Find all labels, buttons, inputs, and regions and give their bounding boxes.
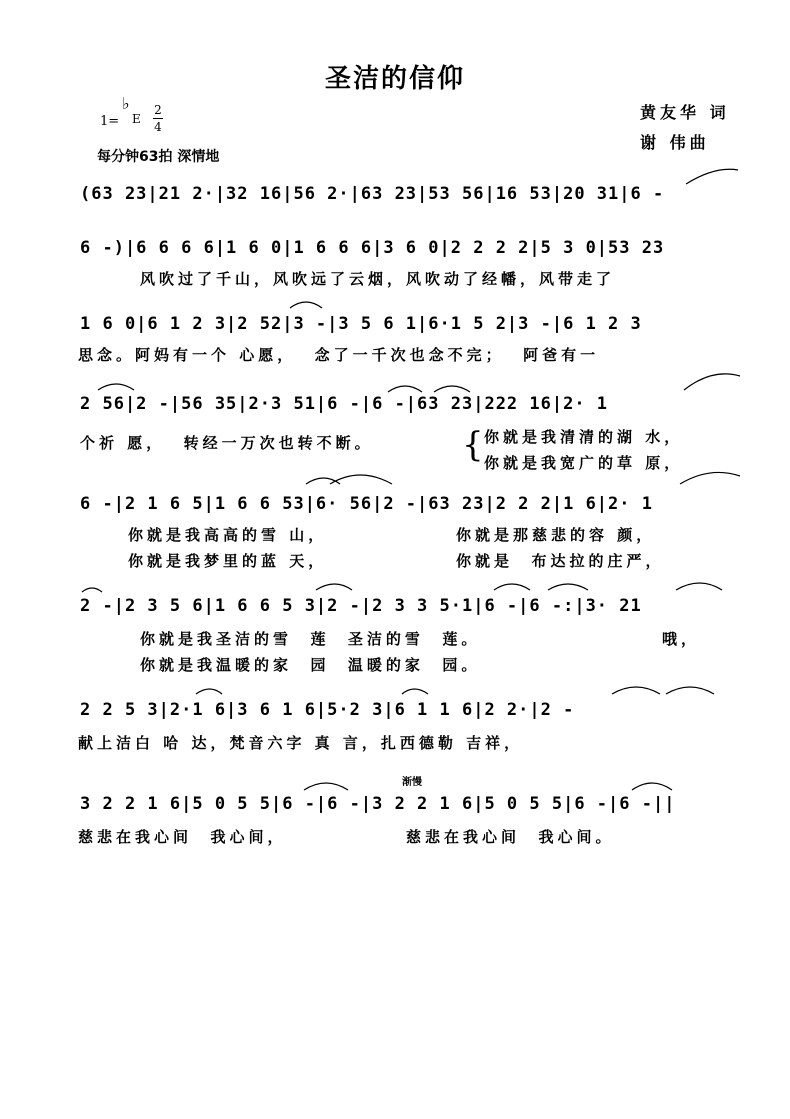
slur-arc [676, 583, 722, 590]
slur-arc [494, 584, 530, 590]
tempo-marking: 每分钟63拍 深情地 [97, 149, 220, 165]
verse-brace: { [462, 425, 484, 465]
lyric-line-2: 风吹过了千山，风吹远了云烟，风吹动了经幡，风带走了 [140, 270, 616, 288]
slur-arc [388, 386, 422, 392]
lyric-line-7: 献上洁白 哈 达，梵音六字 真 言，扎西德勒 吉祥， [78, 734, 524, 752]
notation-system-5: 6 -|2 1 6 5|1 6 6 53|6· 56|2 -|63 23|2 2 2|1 6|2· 1 [80, 494, 653, 514]
key-note: E [132, 112, 141, 126]
slur-arc [684, 374, 740, 390]
slur-arc [548, 584, 588, 590]
lyric-line-5-verse-2a: 你就是我梦里的蓝 天， [128, 552, 328, 570]
slur-arc [196, 689, 222, 694]
lyric-line-8a: 慈悲在我心间 我心间， [78, 828, 287, 846]
slur-arc [686, 169, 738, 184]
meter-top: 2 [154, 103, 162, 117]
slur-arc [666, 687, 714, 694]
notation-system-4: 2 56|2 -|56 35|2·3 51|6 -|6 -|63 23|222 16|2· 1 [80, 394, 609, 414]
slur-arc [82, 588, 102, 592]
key-prefix: 1= [100, 114, 120, 129]
lyric-line-5-verse-1a: 你就是我高高的雪 山， [128, 526, 328, 544]
lyric-line-6-oh: 哦， [662, 630, 701, 648]
notation-system-8: 3 2 2 1 6|5 0 5 5|6 -|6 -|3 2 2 1 6|5 0 5 5|6 -|6 -|| [80, 794, 676, 814]
notation-system-2: 6 -)|6 6 6 6|1 6 0|1 6 6 6|3 6 0|2 2 2 2|5 3 0|53 23 [80, 238, 665, 258]
notation-system-1: (63 23|21 2·|32 16|56 2·|63 23|53 56|16 53|20 31|6 - [80, 184, 665, 204]
lyric-line-6-verse-2: 你就是我温暖的家 园 温暖的家 园。 [140, 656, 481, 674]
notation-system-7: 2 2 5 3|2·1 6|3 6 1 6|5·2 3|6 1 1 6|2 2·|2 - [80, 700, 575, 720]
slur-arc [316, 584, 352, 590]
meter-bottom: 4 [154, 120, 162, 134]
lyric-line-4-verse-1: 你就是我清清的湖 水， [484, 428, 684, 446]
composer-credit: 谢 伟曲 [640, 133, 710, 152]
slur-arc [402, 689, 428, 694]
lyric-line-5-verse-2b: 你就是 布达拉的庄严， [456, 552, 665, 570]
lyric-line-4: 个祈 愿， 转经一万次也转不断。 [80, 434, 374, 452]
lyric-line-3: 思念。阿妈有一个 心愿， 念了一千次也念不完； 阿爸有一 [78, 346, 600, 364]
lyric-line-5-verse-1b: 你就是那慈悲的容 颜， [456, 526, 656, 544]
ritardando-marking: 渐慢 [402, 777, 422, 788]
lyric-line-6-verse-1: 你就是我圣洁的雪 莲 圣洁的雪 莲。 [140, 630, 481, 648]
notation-system-6: 2 -|2 3 5 6|1 6 6 5 3|2 -|2 3 3 5·1|6 -|6 -:|3· 21 [80, 596, 642, 616]
slur-arc [330, 475, 392, 484]
slur-arc [632, 783, 672, 790]
slur-arc [304, 783, 348, 790]
slur-arc [680, 472, 740, 484]
slur-arc [612, 687, 660, 694]
slur-arc [290, 302, 322, 308]
slur-arc [98, 384, 134, 390]
lyric-line-4-verse-2: 你就是我宽广的草 原， [484, 454, 684, 472]
notation-system-3: 1 6 0|6 1 2 3|2 52|3 -|3 5 6 1|6·1 5 2|3 -|6 1 2 3 [80, 314, 642, 334]
slur-arc [434, 386, 470, 392]
song-title: 圣洁的信仰 [324, 64, 465, 94]
lyric-line-8b: 慈悲在我心间 我心间。 [406, 828, 615, 846]
flat-icon: ♭ [122, 94, 130, 113]
lyricist-credit: 黄友华 词 [640, 103, 730, 122]
